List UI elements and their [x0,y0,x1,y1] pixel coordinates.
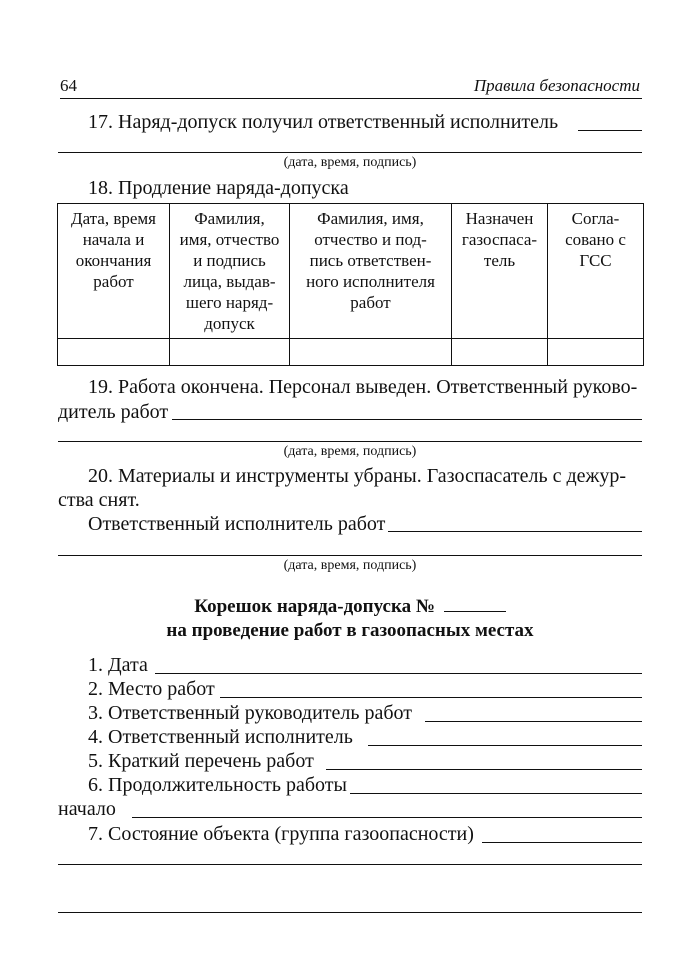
header-rule [60,98,642,99]
column-header: Назначен газоспаса- тель [452,204,548,339]
stub-item-place: 2. Место работ [88,678,215,700]
item-20-fill-line [388,531,642,532]
stub-item-executor-line [368,745,642,746]
table-cell[interactable] [290,339,452,366]
item-18-text: 18. Продление наряда-допуска [88,177,349,199]
table-cell[interactable] [548,339,644,366]
item-20-signature-line [58,555,642,556]
stub-title-line-2: на проведение работ в газоопасных местах [166,620,534,641]
item-19-caption: (дата, время, подпись) [283,444,417,459]
item-20-line-1: 20. Материалы и инструменты убраны. Газоспасатель с дежур- [88,465,627,487]
stub-item-supervisor: 3. Ответственный руководитель работ [88,702,413,724]
stub-number-blank [444,593,506,612]
item-19-fill-line [172,419,642,420]
column-header: Дата, время начала и окончания работ [58,204,170,339]
stub-title-text: Корешок наряда-допуска № [194,596,435,617]
stub-item-date-line [155,673,642,674]
item-20-line-3: Ответственный исполнитель работ [88,513,386,535]
column-header: Фамилия, имя, отчество и подпись лица, выдав- шего наряд- допуск [170,204,290,339]
column-header: Фамилия, имя, отчество и под- пись ответствен- ного исполнителя работ [290,204,452,339]
item-20-caption: (дата, время, подпись) [283,558,417,573]
item-17-fill-line [578,130,642,131]
stub-item-work-list-line [326,769,642,770]
stub-title-line-1 [0,593,700,619]
item-17-signature-line [58,152,642,153]
item-17-caption: (дата, время, подпись) [283,155,417,170]
stub-item-supervisor-line [425,721,642,722]
table-header-row [58,204,644,339]
table-cell[interactable] [452,339,548,366]
stub-item-work-list: 5. Краткий перечень работ [88,750,314,772]
item-19-signature-line [58,441,642,442]
column-header: Согла- совано с ГСС [548,204,644,339]
stub-item-start-line [132,817,642,818]
item-17-text: 17. Наряд-допуск получил ответственный исполнитель [88,111,559,133]
stub-item-executor: 4. Ответственный исполнитель [88,726,353,748]
item-19-line-2: дитель работ [58,401,169,423]
table-row [58,339,644,366]
stub-item-start: начало [58,798,116,820]
running-title: Правила безопасности [473,76,640,95]
page-number: 64 [60,76,77,95]
stub-extra-line-2 [58,912,642,913]
stub-item-date: 1. Дата [88,654,148,676]
table-cell[interactable] [58,339,170,366]
extension-table [57,203,644,366]
table-cell[interactable] [170,339,290,366]
stub-item-duration-line [350,793,642,794]
stub-extra-line-1 [58,864,642,865]
stub-item-place-line [220,697,642,698]
stub-item-object-state-line [482,842,642,843]
item-20-line-2: ства снят. [58,489,140,511]
item-19-line-1: 19. Работа окончена. Персонал выведен. Ответственный руково- [88,376,638,398]
stub-item-object-state: 7. Состояние объекта (группа газоопасности) [88,823,474,845]
stub-item-duration: 6. Продолжительность работы [88,774,347,796]
